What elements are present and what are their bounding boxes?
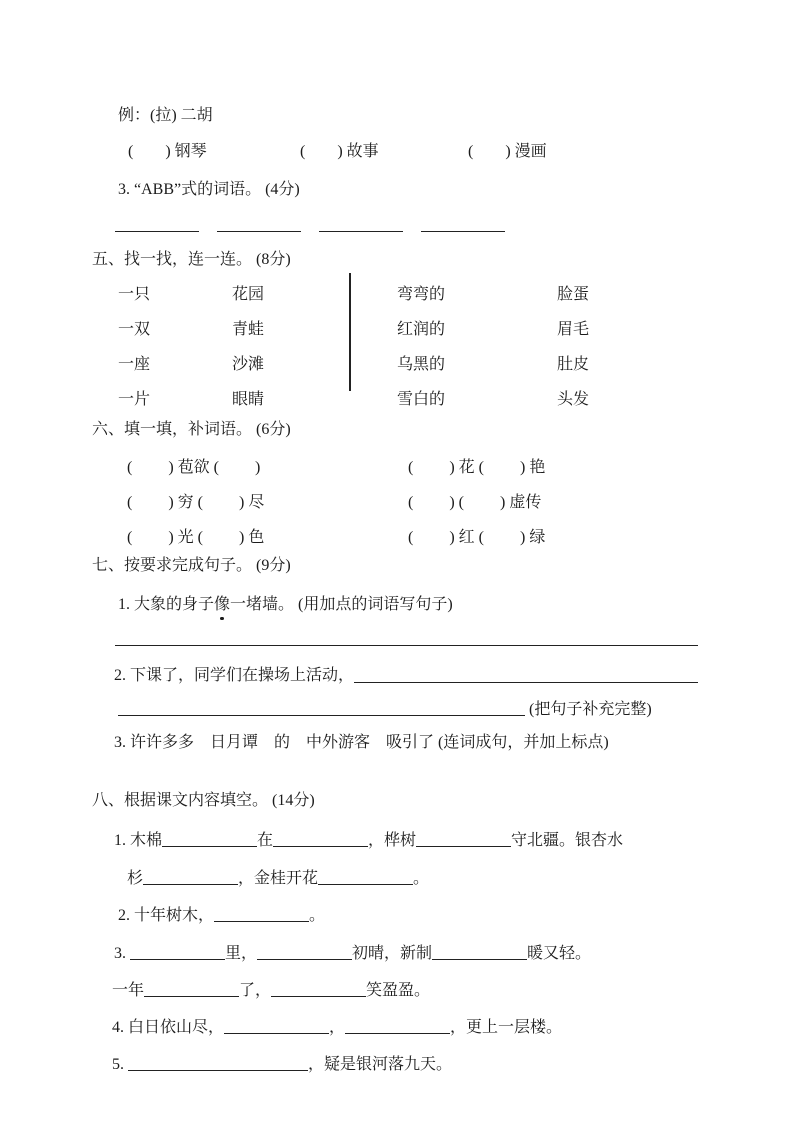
match-item[interactable]: 青蛙 (232, 321, 265, 338)
text-run: 守北疆。银杏水 (511, 832, 624, 849)
answer-blank[interactable] (257, 946, 352, 960)
answer-blank[interactable] (128, 1057, 308, 1071)
text-run: 初晴，新制 (352, 945, 433, 962)
answer-blank[interactable] (214, 908, 309, 922)
text-run: 杉 (127, 870, 144, 887)
text-run: ，更上一层楼。 (450, 1019, 563, 1036)
sentence-q2-line2 (118, 700, 652, 720)
answer-blank[interactable] (416, 833, 511, 847)
answer-blank[interactable] (271, 983, 366, 997)
match-item[interactable]: 红润的 (397, 321, 446, 338)
text-run: 1. 木棉 (114, 832, 163, 849)
cloze-line-1 (114, 831, 623, 851)
match-item[interactable]: 脸蛋 (557, 286, 590, 303)
column-divider (349, 273, 351, 391)
text-run: 了， (239, 982, 272, 999)
text-run: ，疑是银河落九天。 (308, 1056, 453, 1073)
text-run: 5. (112, 1056, 128, 1073)
match-item[interactable]: 头发 (557, 391, 590, 408)
text-run: 在 (257, 832, 274, 849)
answer-blank[interactable] (130, 946, 225, 960)
cloze-line-5 (112, 981, 430, 1001)
match-item[interactable]: 一双 (118, 321, 151, 338)
match-item[interactable]: 一座 (118, 356, 151, 373)
text-run: 2. 十年树木， (118, 907, 215, 924)
answer-blank[interactable] (224, 1020, 329, 1034)
match-item[interactable]: 一只 (118, 286, 151, 303)
answer-blank[interactable] (318, 871, 413, 885)
answer-blank[interactable] (144, 983, 239, 997)
text-run: 里， (225, 945, 258, 962)
answer-blank[interactable] (432, 946, 527, 960)
text-run: 暖又轻。 (527, 945, 592, 962)
answer-blank[interactable] (143, 871, 238, 885)
fill-verb-item-3: ( ) 漫画 (468, 143, 547, 160)
answer-blank[interactable] (217, 218, 301, 232)
text-run: 3. (114, 945, 130, 962)
text-run: 一年 (112, 982, 145, 999)
match-item[interactable]: 一片 (118, 391, 151, 408)
cloze-line-3 (118, 906, 325, 926)
match-item[interactable]: 肚皮 (557, 356, 590, 373)
cloze-line-4 (114, 944, 591, 964)
text-run: ，桦树 (368, 832, 417, 849)
idiom-fill-item: ( ) 穷 ( ) 尽 (127, 494, 265, 511)
idiom-fill-item: ( ) ( ) 虚传 (408, 494, 542, 511)
spacer (403, 229, 421, 230)
idiom-fill-item: ( ) 光 ( ) 色 (127, 529, 265, 546)
idiom-fill-item: ( ) 苞欲 ( ) (127, 459, 261, 476)
text-run: ，金桂开花 (238, 870, 319, 887)
fill-verb-item-1: ( ) 钢琴 (128, 143, 207, 160)
section6-heading: 六、填一填，补词语。 (6分) (92, 421, 291, 438)
text-run: 4. 白日依山尽， (112, 1019, 225, 1036)
answer-blank[interactable] (162, 833, 257, 847)
text-run: 2. 下课了，同学们在操场上活动， (114, 667, 355, 684)
sentence-q1 (118, 595, 453, 615)
answer-blank[interactable] (273, 833, 368, 847)
q1-dotted-word: 像 (214, 596, 231, 613)
match-item[interactable]: 眉毛 (557, 321, 590, 338)
match-item[interactable]: 花园 (232, 286, 265, 303)
answer-blank[interactable] (345, 1020, 450, 1034)
sentence-q3: 3. 许许多多 日月谭 的 中外游客 吸引了 (连词成句，并加上标点) (114, 734, 609, 751)
text-run: 笑盈盈。 (366, 982, 431, 999)
match-item[interactable]: 沙滩 (232, 356, 265, 373)
q1-post: 一堵墙。 (用加点的词语写句子) (230, 596, 453, 613)
section8-heading: 八、根据课文内容填空。 (14分) (92, 792, 315, 809)
abb-question-label: 3. “ABB”式的词语。 (4分) (118, 181, 300, 198)
spacer (199, 229, 217, 230)
answer-blank[interactable] (115, 632, 698, 646)
answer-blank[interactable] (421, 218, 505, 232)
sentence-q2-line1 (114, 666, 698, 686)
cloze-line-6 (112, 1018, 562, 1038)
example-line: 例：(拉) 二胡 (118, 107, 213, 124)
q1-pre: 1. 大象的身子 (118, 596, 215, 613)
text-run: (把句子补充完整) (525, 701, 652, 718)
fill-verb-item-2: ( ) 故事 (300, 143, 379, 160)
match-item[interactable]: 眼睛 (232, 391, 265, 408)
abb-blanks-row (115, 216, 700, 236)
q1-answer-line (115, 630, 698, 650)
section7-heading: 七、按要求完成句子。 (9分) (92, 557, 291, 574)
idiom-fill-item: ( ) 花 ( ) 艳 (408, 459, 546, 476)
answer-blank[interactable] (115, 218, 199, 232)
cloze-line-7 (112, 1055, 452, 1075)
text-run: 。 (309, 907, 326, 924)
cloze-line-2 (127, 869, 429, 889)
answer-blank[interactable] (118, 702, 525, 716)
match-item[interactable]: 乌黑的 (397, 356, 446, 373)
text-run: 。 (413, 870, 430, 887)
idiom-fill-item: ( ) 红 ( ) 绿 (408, 529, 546, 546)
answer-blank[interactable] (354, 669, 698, 683)
text-run: ， (329, 1019, 346, 1036)
answer-blank[interactable] (319, 218, 403, 232)
match-item[interactable]: 弯弯的 (397, 286, 446, 303)
section5-heading: 五、找一找，连一连。 (8分) (92, 251, 291, 268)
match-item[interactable]: 雪白的 (397, 391, 446, 408)
spacer (301, 229, 319, 230)
